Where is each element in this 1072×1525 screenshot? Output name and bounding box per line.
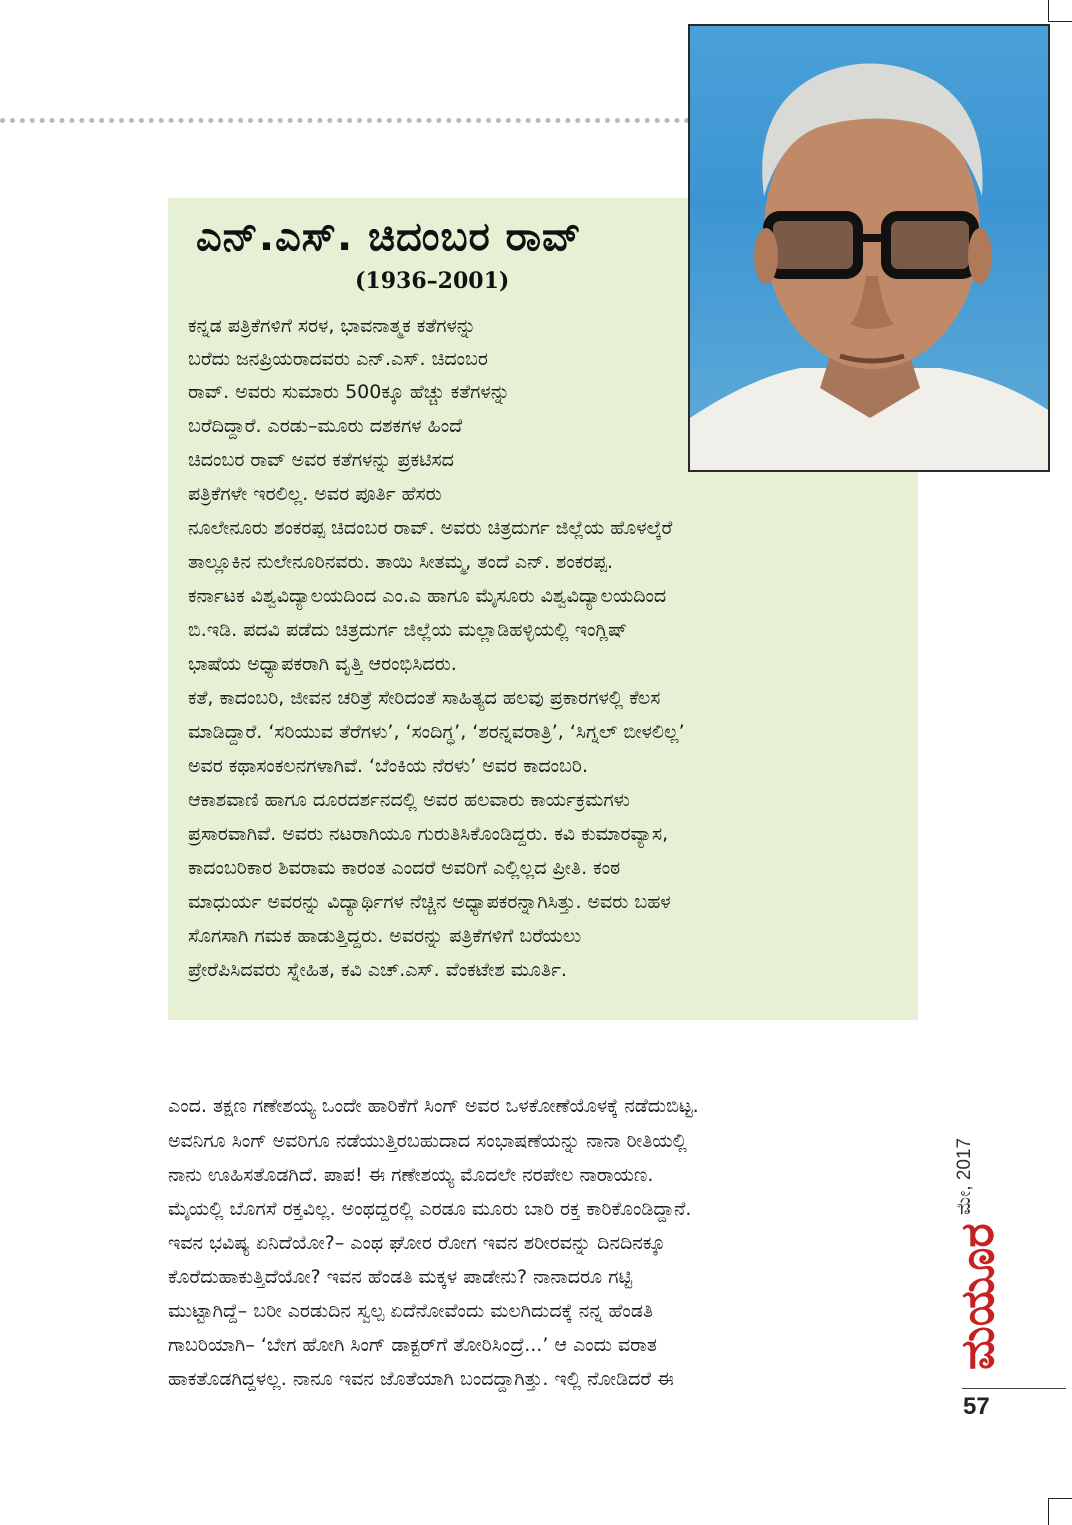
bio-line: ಬಿ.ಇಡಿ. ಪದವಿ ಪಡೆದು ಚಿತ್ರದುರ್ಗ ಜಿಲ್ಲೆಯ ಮಲ್ಲಾಡಿಹಳ್ಳಿಯಲ್ಲಿ ಇಂಗ್ಲಿಷ್ (188, 619, 628, 641)
bio-line: ಕನ್ನಡ ಪತ್ರಿಕೆಗಳಿಗೆ ಸರಳ, ಭಾವನಾತ್ಮಕ ಕತೆಗಳನ್ನು (188, 315, 476, 337)
bio-line: ಕರ್ನಾಟಕ ವಿಶ್ವವಿದ್ಯಾಲಯದಿಂದ ಎಂ.ಎ ಹಾಗೂ ಮೈಸೂರು ವಿಶ್ವವಿದ್ಯಾಲಯದಿಂದ (188, 585, 667, 607)
story-line: ಮುಟ್ಟಾಗಿದ್ದೆ– ಬರೀ ಎರಡುದಿನ ಸ್ವಲ್ಪ ಏದೆನೋವೆಂದು ಮಲಗಿದುದಕ್ಕೆ ನನ್ನ ಹೆಂಡತಿ (168, 1300, 654, 1322)
bio-line: ಪತ್ರಿಕೆಗಳೇ ಇರಲಿಲ್ಲ. ಅವರ ಪೂರ್ತಿ ಹೆಸರು (188, 483, 442, 505)
bio-line: ಪ್ರೇರೆಪಿಸಿದವರು ಸ್ನೇಹಿತ, ಕವಿ ಎಚ್.ಎಸ್. ವೆಂಕಟೇಶ ಮೂರ್ತಿ. (188, 959, 567, 981)
bio-line: ಭಾಷೆಯ ಅಧ್ಯಾಪಕರಾಗಿ ವೃತ್ತಿ ಆರಂಭಿಸಿದರು. (188, 653, 457, 675)
bio-line: ನೂಲೇನೂರು ಶಂಕರಪ್ಪ ಚಿದಂಬರ ರಾವ್. ಅವರು ಚಿತ್ರದುರ್ಗ ಜಿಲ್ಲೆಯ ಹೊಳಲ್ಕೆರೆ (188, 517, 673, 539)
bio-years: (1936–2001) (355, 268, 510, 294)
bio-line: ಮಾಧುರ್ಯ ಅವರನ್ನು ವಿದ್ಯಾರ್ಥಿಗಳ ನೆಚ್ಚಿನ ಅಧ್ಯಾಪಕರನ್ನಾಗಿಸಿತ್ತು. ಅವರು ಬಹಳ (188, 891, 671, 913)
bio-line: ಆಕಾಶವಾಣಿ ಹಾಗೂ ದೂರದರ್ಶನದಲ್ಲಿ ಅವರ ಹಲವಾರು ಕಾರ್ಯಕ್ರಮಗಳು (188, 789, 630, 811)
crop-mark-top-horizontal (1048, 21, 1072, 22)
story-line: ಅವನಿಗೂ ಸಿಂಗ್ ಅವರಿಗೂ ನಡೆಯುತ್ತಿರಬಹುದಾದ ಸಂಭಾಷಣೆಯನ್ನು ನಾನಾ ರೀತಿಯಲ್ಲಿ (168, 1130, 687, 1152)
bio-line: ಬರೆದು ಜನಪ್ರಿಯರಾದವರು ಎನ್.ಎಸ್. ಚಿದಂಬರ (188, 348, 488, 370)
bio-line: ತಾಲ್ಲೂಕಿನ ನುಲೇನೂರಿನವರು. ತಾಯಿ ಸೀತಮ್ಮ, ತಂದೆ ಎನ್. ಶಂಕರಪ್ಪ. (188, 551, 614, 573)
bio-line: ಸೊಗಸಾಗಿ ಗಮಕ ಹಾಡುತ್ತಿದ್ದರು. ಅವರನ್ನು ಪತ್ರಿಕೆಗಳಿಗೆ ಬರೆಯಲು (188, 925, 582, 947)
story-line: ಹಾಕತೊಡಗಿದ್ದಳಲ್ಲ. ನಾನೂ ಇವನ ಜೊತೆಯಾಗಿ ಬಂದದ್ದಾಗಿತ್ತು. ಇಲ್ಲಿ ನೋಡಿದರೆ ಈ (168, 1368, 674, 1390)
story-line: ಮೈಯಲ್ಲಿ ಬೊಗಸೆ ರಕ್ತವಿಲ್ಲ. ಅಂಥದ್ದರಲ್ಲಿ ಎರಡೂ ಮೂರು ಬಾರಿ ರಕ್ತ ಕಾರಿಕೊಂಡಿದ್ದಾನೆ. (168, 1198, 692, 1220)
magazine-logo-text: ಮಯೂರ (950, 1223, 1004, 1370)
crop-mark-bottom-horizontal (1048, 1498, 1072, 1499)
bio-line: ಚಿದಂಬರ ರಾವ್ ಅವರ ಕತೆಗಳನ್ನು ಪ್ರಕಟಿಸದ (188, 449, 454, 471)
bio-line: ರಾವ್. ಅವರು ಸುಮಾರು 500ಕ್ಕೂ ಹೆಚ್ಚು ಕತೆಗಳನ್ನು (188, 381, 510, 403)
page-number: 57 (963, 1393, 990, 1420)
story-line: ನಾನು ಊಹಿಸತೊಡಗಿದೆ. ಪಾಪ! ಈ ಗಣೇಶಯ್ಯ ಮೊದಲೇ ನರಪೇಲ ನಾರಾಯಣ. (168, 1164, 654, 1186)
bio-line: ಕಾದಂಬರಿಕಾರ ಶಿವರಾಮ ಕಾರಂತ ಎಂದರೆ ಅವರಿಗೆ ಎಲ್ಲಿಲ್ಲದ ಪ್ರೀತಿ. ಕಂಠ (188, 857, 621, 879)
bio-title: ಎನ್.ಎಸ್. ಚಿದಂಬರ ರಾವ್ (196, 214, 582, 260)
story-line: ಗಾಬರಿಯಾಗಿ– ‘ಬೇಗ ಹೋಗಿ ಸಿಂಗ್ ಡಾಕ್ಟರ್‌ಗೆ ತೋರಿಸಿಂದ್ರೆ...’ ಆ ಎಂದು ವರಾತ (168, 1334, 657, 1356)
bio-line: ಅವರ ಕಥಾಸಂಕಲನಗಳಾಗಿವೆ. ‘ಬೆಂಕಿಯ ನೆರಳು’ ಅವರ ಕಾದಂಬರಿ. (188, 755, 588, 777)
story-line: ಇವನ ಭವಿಷ್ಯ ಏನಿದೆಯೋ?– ಎಂಥ ಘೋರ ರೋಗ ಇವನ ಶರೀರವನ್ನು ದಿನದಿನಕ್ಕೂ (168, 1232, 666, 1254)
bio-line: ಬರೆದಿದ್ದಾರೆ. ಎರಡು–ಮೂರು ದಶಕಗಳ ಹಿಂದೆ (188, 415, 463, 437)
crop-mark-bottom (1048, 1498, 1049, 1525)
bio-line: ಮಾಡಿದ್ದಾರೆ. ‘ಸರಿಯುವ ತೆರೆಗಳು’, ‘ಸಂದಿಗ್ಧ’, ‘ಶರನ್ನವರಾತ್ರಿ’, ‘ಸಿಗ್ನಲ್ ಬೀಳಲಿಲ್ಲ’ (188, 721, 685, 743)
bio-line: ಕತೆ, ಕಾದಂಬರಿ, ಜೀವನ ಚರಿತ್ರೆ ಸೇರಿದಂತೆ ಸಾಹಿತ್ಯದ ಹಲವು ಪ್ರಕಾರಗಳಲ್ಲಿ ಕೆಲಸ (188, 687, 661, 709)
issue-date-text: ಮೇ, 2017 (954, 1137, 975, 1215)
bio-line: ಪ್ರಸಾರವಾಗಿವೆ. ಅವರು ನಟರಾಗಿಯೂ ಗುರುತಿಸಿಕೊಂಡಿದ್ದರು. ಕವಿ ಕುಮಾರವ್ಯಾಸ, (188, 823, 669, 845)
dotted-rule (0, 118, 700, 123)
story-line: ಕೊರೆದುಹಾಕುತ್ತಿದೆಯೋ? ಇವನ ಹೆಂಡತಿ ಮಕ್ಕಳ ಪಾಡೇನು? ನಾನಾದರೂ ಗಟ್ಟಿ (168, 1266, 633, 1288)
page-number-rule (962, 1388, 1066, 1389)
author-portrait (688, 24, 1050, 472)
crop-mark-top (1048, 0, 1049, 22)
story-line: ಎಂದ. ತಕ್ಷಣ ಗಣೇಶಯ್ಯ ಒಂದೇ ಹಾರಿಕೆಗೆ ಸಿಂಗ್ ಅವರ ಒಳಕೋಣೆಯೊಳಕ್ಕೆ ನಡೆದುಬಿಟ್ಟ. (168, 1095, 699, 1117)
